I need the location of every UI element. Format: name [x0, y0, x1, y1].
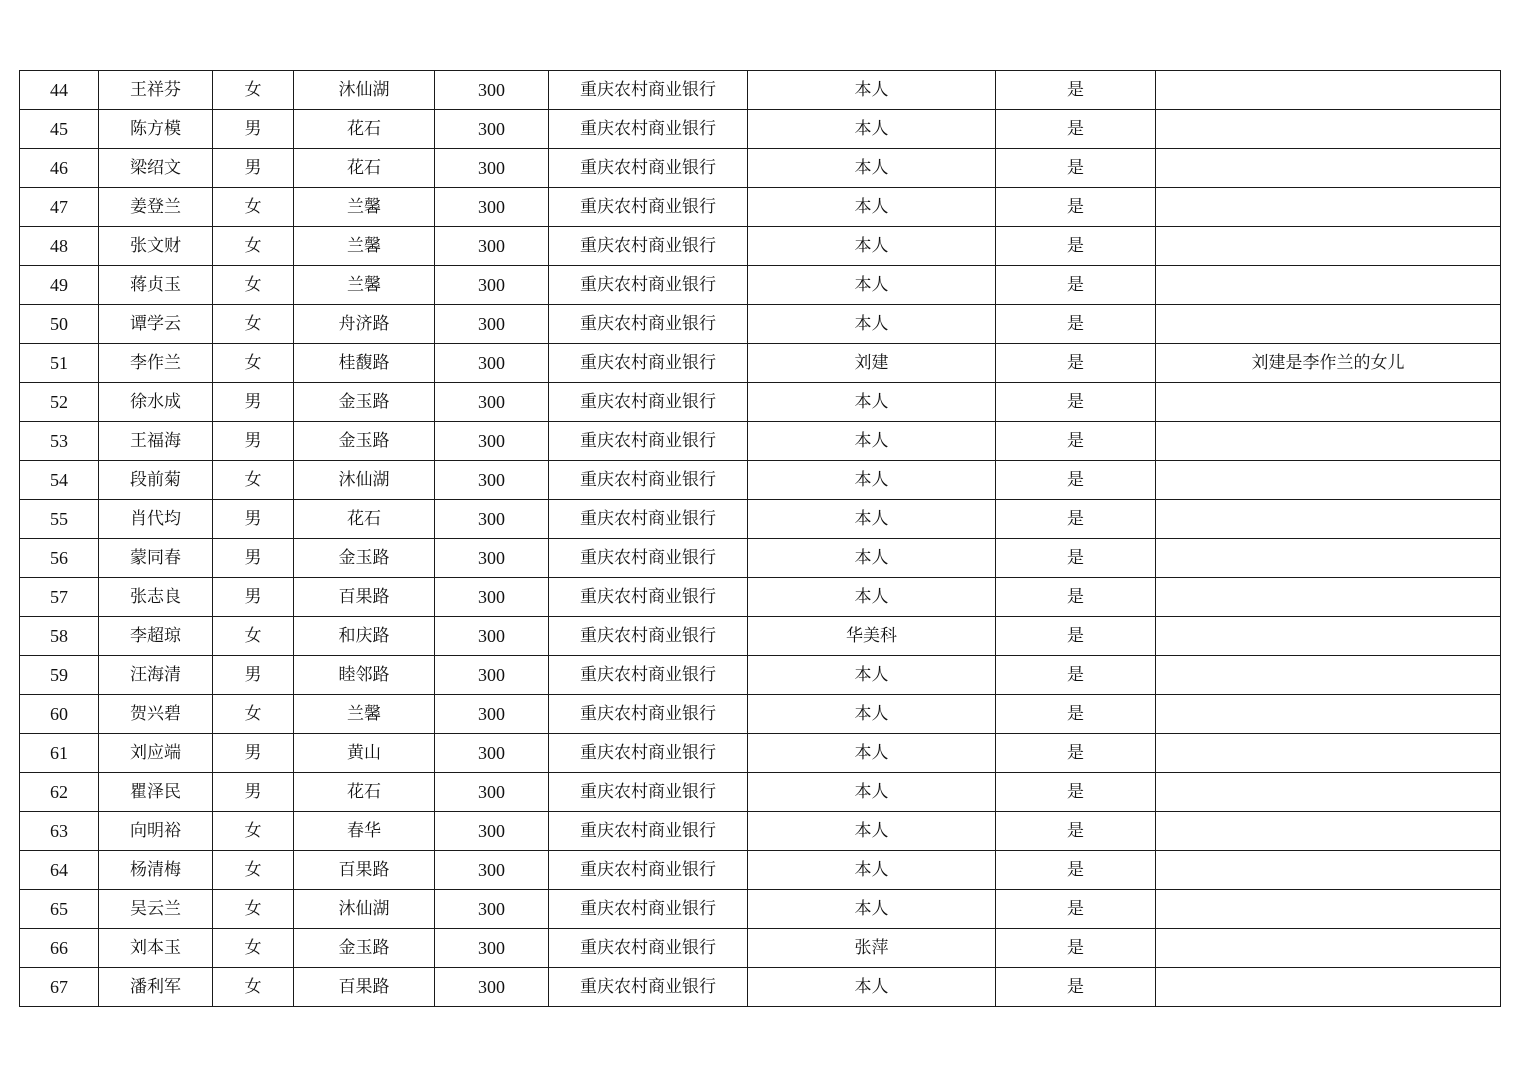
cell-serial-number: 56 [20, 539, 99, 578]
cell-status: 是 [996, 968, 1156, 1007]
cell-recipient: 本人 [748, 890, 996, 929]
cell-amount: 300 [435, 266, 549, 305]
cell-serial-number: 44 [20, 71, 99, 110]
cell-location: 沐仙湖 [294, 890, 435, 929]
cell-name: 张文财 [99, 227, 213, 266]
cell-gender: 女 [213, 188, 294, 227]
cell-amount: 300 [435, 695, 549, 734]
cell-recipient: 本人 [748, 461, 996, 500]
cell-name: 陈方模 [99, 110, 213, 149]
cell-note [1156, 149, 1501, 188]
cell-serial-number: 66 [20, 929, 99, 968]
cell-note [1156, 890, 1501, 929]
cell-location: 沐仙湖 [294, 71, 435, 110]
cell-recipient: 本人 [748, 266, 996, 305]
cell-gender: 男 [213, 149, 294, 188]
cell-location: 百果路 [294, 578, 435, 617]
cell-name: 谭学云 [99, 305, 213, 344]
cell-bank: 重庆农村商业银行 [549, 149, 748, 188]
cell-amount: 300 [435, 851, 549, 890]
cell-serial-number: 45 [20, 110, 99, 149]
table-row [20, 305, 1501, 344]
cell-status: 是 [996, 305, 1156, 344]
table-row [20, 695, 1501, 734]
cell-bank: 重庆农村商业银行 [549, 851, 748, 890]
cell-bank: 重庆农村商业银行 [549, 266, 748, 305]
cell-serial-number: 58 [20, 617, 99, 656]
cell-note [1156, 266, 1501, 305]
cell-gender: 女 [213, 890, 294, 929]
table-row [20, 188, 1501, 227]
cell-location: 百果路 [294, 968, 435, 1007]
cell-amount: 300 [435, 344, 549, 383]
table-row [20, 929, 1501, 968]
cell-name: 王福海 [99, 422, 213, 461]
cell-location: 金玉路 [294, 383, 435, 422]
cell-amount: 300 [435, 734, 549, 773]
cell-name: 蒙同春 [99, 539, 213, 578]
cell-note [1156, 227, 1501, 266]
cell-serial-number: 64 [20, 851, 99, 890]
cell-amount: 300 [435, 773, 549, 812]
cell-status: 是 [996, 773, 1156, 812]
cell-name: 潘利军 [99, 968, 213, 1007]
cell-amount: 300 [435, 188, 549, 227]
cell-gender: 女 [213, 929, 294, 968]
cell-gender: 男 [213, 383, 294, 422]
cell-gender: 女 [213, 305, 294, 344]
cell-amount: 300 [435, 500, 549, 539]
cell-location: 兰馨 [294, 188, 435, 227]
cell-bank: 重庆农村商业银行 [549, 500, 748, 539]
cell-bank: 重庆农村商业银行 [549, 305, 748, 344]
cell-recipient: 本人 [748, 656, 996, 695]
cell-bank: 重庆农村商业银行 [549, 71, 748, 110]
cell-status: 是 [996, 422, 1156, 461]
cell-location: 沐仙湖 [294, 461, 435, 500]
cell-bank: 重庆农村商业银行 [549, 227, 748, 266]
table-row [20, 500, 1501, 539]
cell-recipient: 本人 [748, 968, 996, 1007]
cell-status: 是 [996, 890, 1156, 929]
cell-name: 向明裕 [99, 812, 213, 851]
cell-amount: 300 [435, 149, 549, 188]
cell-bank: 重庆农村商业银行 [549, 539, 748, 578]
cell-recipient: 刘建 [748, 344, 996, 383]
cell-name: 王祥芬 [99, 71, 213, 110]
document-page [19, 70, 1500, 1007]
cell-gender: 女 [213, 695, 294, 734]
cell-recipient: 本人 [748, 578, 996, 617]
roster-table [19, 70, 1501, 1007]
cell-gender: 女 [213, 71, 294, 110]
table-row [20, 617, 1501, 656]
cell-location: 兰馨 [294, 227, 435, 266]
cell-note [1156, 422, 1501, 461]
cell-bank: 重庆农村商业银行 [549, 968, 748, 1007]
cell-recipient: 本人 [748, 188, 996, 227]
cell-serial-number: 59 [20, 656, 99, 695]
cell-amount: 300 [435, 929, 549, 968]
cell-amount: 300 [435, 461, 549, 500]
cell-status: 是 [996, 578, 1156, 617]
cell-gender: 男 [213, 500, 294, 539]
cell-note [1156, 188, 1501, 227]
cell-amount: 300 [435, 227, 549, 266]
cell-location: 兰馨 [294, 695, 435, 734]
cell-note [1156, 539, 1501, 578]
cell-recipient: 本人 [748, 539, 996, 578]
cell-status: 是 [996, 149, 1156, 188]
cell-name: 李作兰 [99, 344, 213, 383]
cell-amount: 300 [435, 812, 549, 851]
cell-bank: 重庆农村商业银行 [549, 812, 748, 851]
table-row [20, 383, 1501, 422]
cell-location: 睦邻路 [294, 656, 435, 695]
cell-location: 花石 [294, 500, 435, 539]
cell-name: 梁绍文 [99, 149, 213, 188]
cell-recipient: 本人 [748, 500, 996, 539]
cell-note [1156, 578, 1501, 617]
cell-recipient: 张萍 [748, 929, 996, 968]
cell-note [1156, 383, 1501, 422]
cell-name: 杨清梅 [99, 851, 213, 890]
cell-gender: 女 [213, 344, 294, 383]
cell-gender: 女 [213, 617, 294, 656]
cell-serial-number: 52 [20, 383, 99, 422]
cell-recipient: 本人 [748, 422, 996, 461]
cell-note [1156, 500, 1501, 539]
cell-note [1156, 851, 1501, 890]
cell-recipient: 华美科 [748, 617, 996, 656]
cell-amount: 300 [435, 968, 549, 1007]
cell-status: 是 [996, 617, 1156, 656]
cell-serial-number: 67 [20, 968, 99, 1007]
cell-serial-number: 53 [20, 422, 99, 461]
cell-recipient: 本人 [748, 110, 996, 149]
cell-location: 金玉路 [294, 539, 435, 578]
cell-status: 是 [996, 71, 1156, 110]
cell-recipient: 本人 [748, 851, 996, 890]
cell-status: 是 [996, 929, 1156, 968]
cell-recipient: 本人 [748, 149, 996, 188]
cell-location: 黄山 [294, 734, 435, 773]
cell-amount: 300 [435, 71, 549, 110]
cell-note [1156, 461, 1501, 500]
cell-serial-number: 51 [20, 344, 99, 383]
table-row [20, 578, 1501, 617]
cell-location: 百果路 [294, 851, 435, 890]
cell-status: 是 [996, 812, 1156, 851]
cell-bank: 重庆农村商业银行 [549, 734, 748, 773]
cell-name: 肖代均 [99, 500, 213, 539]
cell-location: 兰馨 [294, 266, 435, 305]
cell-serial-number: 47 [20, 188, 99, 227]
cell-location: 春华 [294, 812, 435, 851]
cell-name: 瞿泽民 [99, 773, 213, 812]
cell-note [1156, 110, 1501, 149]
cell-serial-number: 49 [20, 266, 99, 305]
cell-serial-number: 50 [20, 305, 99, 344]
cell-amount: 300 [435, 578, 549, 617]
cell-serial-number: 55 [20, 500, 99, 539]
cell-recipient: 本人 [748, 305, 996, 344]
cell-location: 金玉路 [294, 929, 435, 968]
cell-status: 是 [996, 851, 1156, 890]
cell-amount: 300 [435, 617, 549, 656]
cell-gender: 男 [213, 656, 294, 695]
cell-status: 是 [996, 695, 1156, 734]
cell-name: 刘应端 [99, 734, 213, 773]
cell-gender: 女 [213, 266, 294, 305]
cell-name: 蒋贞玉 [99, 266, 213, 305]
cell-status: 是 [996, 461, 1156, 500]
table-row [20, 461, 1501, 500]
cell-bank: 重庆农村商业银行 [549, 578, 748, 617]
table-row [20, 344, 1501, 383]
table-row [20, 539, 1501, 578]
cell-amount: 300 [435, 305, 549, 344]
table-row [20, 773, 1501, 812]
cell-location: 金玉路 [294, 422, 435, 461]
cell-recipient: 本人 [748, 812, 996, 851]
cell-bank: 重庆农村商业银行 [549, 617, 748, 656]
cell-name: 贺兴碧 [99, 695, 213, 734]
table-row [20, 422, 1501, 461]
cell-location: 舟济路 [294, 305, 435, 344]
table-row [20, 71, 1501, 110]
cell-note [1156, 773, 1501, 812]
cell-note [1156, 734, 1501, 773]
table-row [20, 812, 1501, 851]
cell-serial-number: 48 [20, 227, 99, 266]
cell-note: 刘建是李作兰的女儿 [1156, 344, 1501, 383]
cell-location: 花石 [294, 149, 435, 188]
cell-serial-number: 63 [20, 812, 99, 851]
cell-amount: 300 [435, 539, 549, 578]
cell-bank: 重庆农村商业银行 [549, 188, 748, 227]
cell-bank: 重庆农村商业银行 [549, 773, 748, 812]
table-row [20, 266, 1501, 305]
cell-bank: 重庆农村商业银行 [549, 929, 748, 968]
cell-note [1156, 617, 1501, 656]
cell-bank: 重庆农村商业银行 [549, 422, 748, 461]
cell-note [1156, 305, 1501, 344]
cell-name: 刘本玉 [99, 929, 213, 968]
cell-recipient: 本人 [748, 227, 996, 266]
cell-amount: 300 [435, 110, 549, 149]
cell-status: 是 [996, 734, 1156, 773]
cell-status: 是 [996, 539, 1156, 578]
cell-name: 吴云兰 [99, 890, 213, 929]
cell-name: 徐水成 [99, 383, 213, 422]
cell-note [1156, 656, 1501, 695]
cell-name: 段前菊 [99, 461, 213, 500]
table-row [20, 149, 1501, 188]
cell-status: 是 [996, 227, 1156, 266]
cell-amount: 300 [435, 422, 549, 461]
cell-gender: 男 [213, 578, 294, 617]
cell-serial-number: 46 [20, 149, 99, 188]
cell-location: 花石 [294, 110, 435, 149]
cell-bank: 重庆农村商业银行 [549, 383, 748, 422]
roster-table-body [20, 71, 1501, 1007]
cell-name: 姜登兰 [99, 188, 213, 227]
cell-recipient: 本人 [748, 695, 996, 734]
cell-serial-number: 61 [20, 734, 99, 773]
cell-gender: 男 [213, 422, 294, 461]
cell-serial-number: 57 [20, 578, 99, 617]
table-row [20, 734, 1501, 773]
table-row [20, 890, 1501, 929]
table-row [20, 110, 1501, 149]
cell-note [1156, 968, 1501, 1007]
cell-gender: 女 [213, 227, 294, 266]
cell-note [1156, 71, 1501, 110]
cell-name: 汪海清 [99, 656, 213, 695]
cell-note [1156, 812, 1501, 851]
cell-gender: 男 [213, 110, 294, 149]
cell-recipient: 本人 [748, 383, 996, 422]
cell-status: 是 [996, 266, 1156, 305]
cell-gender: 男 [213, 539, 294, 578]
table-row [20, 227, 1501, 266]
cell-name: 李超琼 [99, 617, 213, 656]
table-row [20, 968, 1501, 1007]
cell-gender: 男 [213, 773, 294, 812]
cell-recipient: 本人 [748, 71, 996, 110]
cell-amount: 300 [435, 890, 549, 929]
cell-recipient: 本人 [748, 734, 996, 773]
cell-status: 是 [996, 344, 1156, 383]
cell-location: 和庆路 [294, 617, 435, 656]
cell-gender: 女 [213, 812, 294, 851]
cell-status: 是 [996, 500, 1156, 539]
cell-serial-number: 54 [20, 461, 99, 500]
cell-gender: 女 [213, 461, 294, 500]
cell-amount: 300 [435, 383, 549, 422]
cell-bank: 重庆农村商业银行 [549, 656, 748, 695]
cell-amount: 300 [435, 656, 549, 695]
cell-location: 桂馥路 [294, 344, 435, 383]
cell-status: 是 [996, 110, 1156, 149]
cell-name: 张志良 [99, 578, 213, 617]
cell-note [1156, 929, 1501, 968]
cell-location: 花石 [294, 773, 435, 812]
cell-gender: 女 [213, 968, 294, 1007]
cell-status: 是 [996, 383, 1156, 422]
cell-bank: 重庆农村商业银行 [549, 344, 748, 383]
cell-status: 是 [996, 656, 1156, 695]
table-row [20, 851, 1501, 890]
cell-serial-number: 60 [20, 695, 99, 734]
cell-bank: 重庆农村商业银行 [549, 110, 748, 149]
cell-serial-number: 62 [20, 773, 99, 812]
cell-status: 是 [996, 188, 1156, 227]
table-row [20, 656, 1501, 695]
cell-note [1156, 695, 1501, 734]
cell-gender: 男 [213, 734, 294, 773]
cell-bank: 重庆农村商业银行 [549, 890, 748, 929]
cell-bank: 重庆农村商业银行 [549, 461, 748, 500]
cell-gender: 女 [213, 851, 294, 890]
cell-bank: 重庆农村商业银行 [549, 695, 748, 734]
cell-serial-number: 65 [20, 890, 99, 929]
cell-recipient: 本人 [748, 773, 996, 812]
